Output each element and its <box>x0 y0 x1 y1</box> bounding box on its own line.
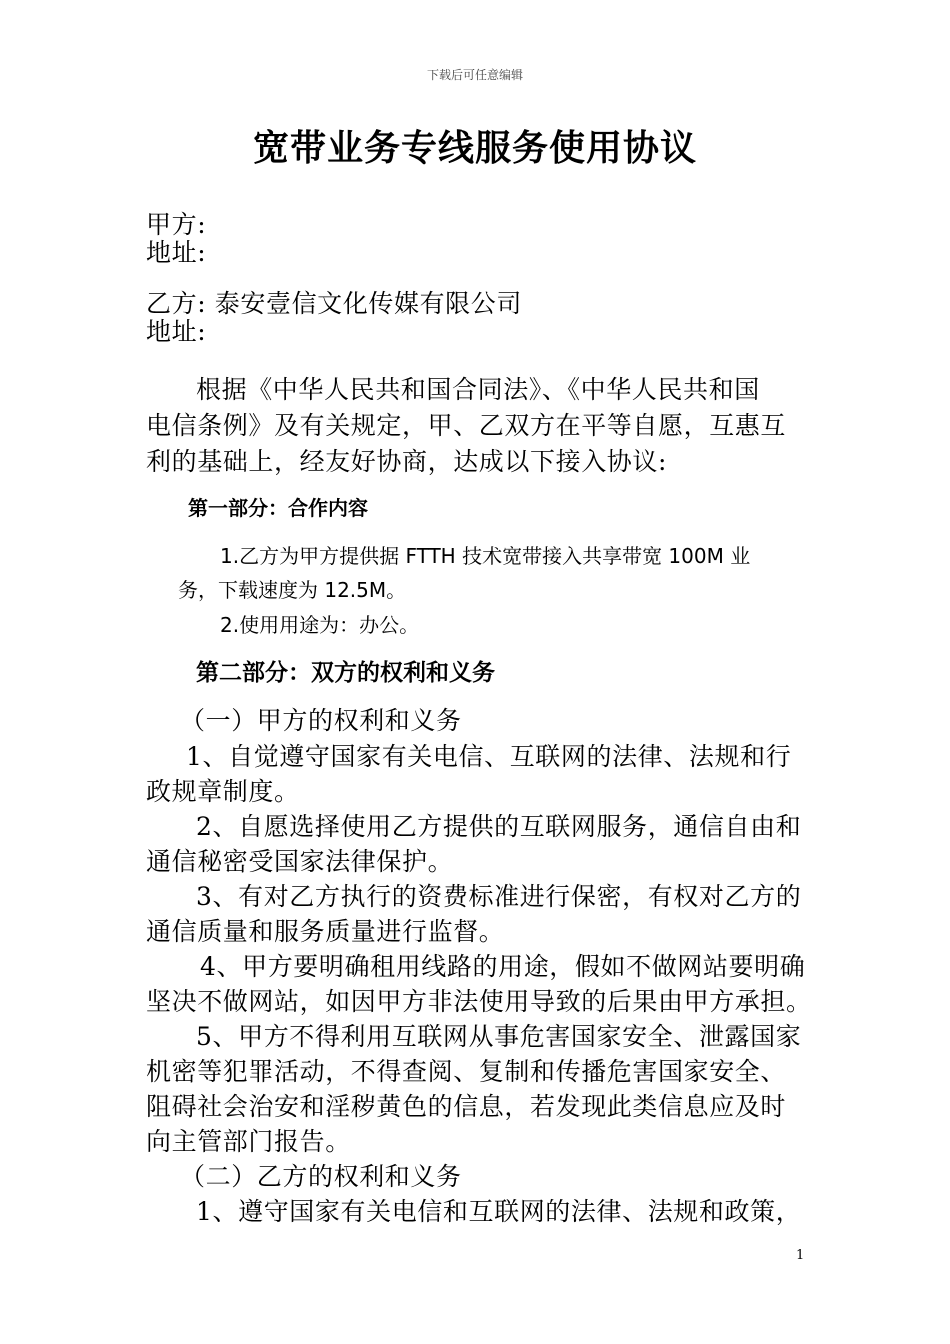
party-a-item-line: 4、甲方要明确租用线路的用途，假如不做网站要明确 <box>200 952 806 981</box>
part2-heading: 第二部分：双方的权利和义务 <box>196 660 495 686</box>
party-a-item-line: 5、甲方不得利用互联网从事危害国家安全、泄露国家 <box>196 1022 802 1051</box>
party-a-address-label: 地址: <box>146 238 207 267</box>
party-b-item-line: 1、遵守国家有关电信和互联网的法律、法规和政策， <box>196 1197 802 1226</box>
header-note: 下载后可任意编辑 <box>426 68 523 82</box>
party-a-item-line: 2、自愿选择使用乙方提供的互联网服务，通信自由和 <box>196 812 802 841</box>
party-a-item-line: 机密等犯罪活动，不得查阅、复制和传播危害国家安全、 <box>146 1057 787 1086</box>
part1-item2: 2.使用用途为：办公。 <box>220 613 420 637</box>
document-title: 宽带业务专线服务使用协议 <box>252 127 697 169</box>
party-b-section-heading: （二）乙方的权利和义务 <box>180 1162 462 1191</box>
party-a-item-line: 3、有对乙方执行的资费标准进行保密，有权对乙方的 <box>196 882 802 911</box>
party-a-item-line: 政规章制度。 <box>146 777 300 806</box>
party-a-section-heading: （一）甲方的权利和义务 <box>180 706 462 735</box>
part1-item1-line: 务，下载速度为 12.5M。 <box>178 578 407 602</box>
part1-heading: 第一部分：合作内容 <box>188 496 368 520</box>
party-a-label: 甲方: <box>146 210 207 239</box>
part1-item1-line: 1.乙方为甲方提供据 FTTH 技术宽带接入共享带宽 100M 业 <box>220 544 751 568</box>
party-b-address-label: 地址: <box>146 317 207 346</box>
party-a-item-line: 通信秘密受国家法律保护。 <box>146 847 454 876</box>
party-a-item-line: 通信质量和服务质量进行监督。 <box>146 917 505 946</box>
party-a-item-line: 1、自觉遵守国家有关电信、互联网的法律、法规和行 <box>186 742 792 771</box>
preamble-line: 利的基础上，经友好协商，达成以下接入协议: <box>146 447 668 476</box>
preamble-line: 根据《中华人民共和国合同法》、《中华人民共和国 <box>196 375 760 404</box>
party-a-item-line: 阻碍社会治安和淫秽黄色的信息，若发现此类信息应及时 <box>146 1092 787 1121</box>
party-a-item-line: 向主管部门报告。 <box>146 1127 351 1156</box>
page-number: 1 <box>796 1248 805 1263</box>
preamble-line: 电信条例》及有关规定，甲、乙双方在平等自愿，互惠互 <box>146 411 787 440</box>
party-b-label: 乙方: 泰安壹信文化传媒有限公司 <box>146 289 522 318</box>
party-a-item-line: 坚决不做网站，如因甲方非法使用导致的后果由甲方承担。 <box>146 987 812 1016</box>
